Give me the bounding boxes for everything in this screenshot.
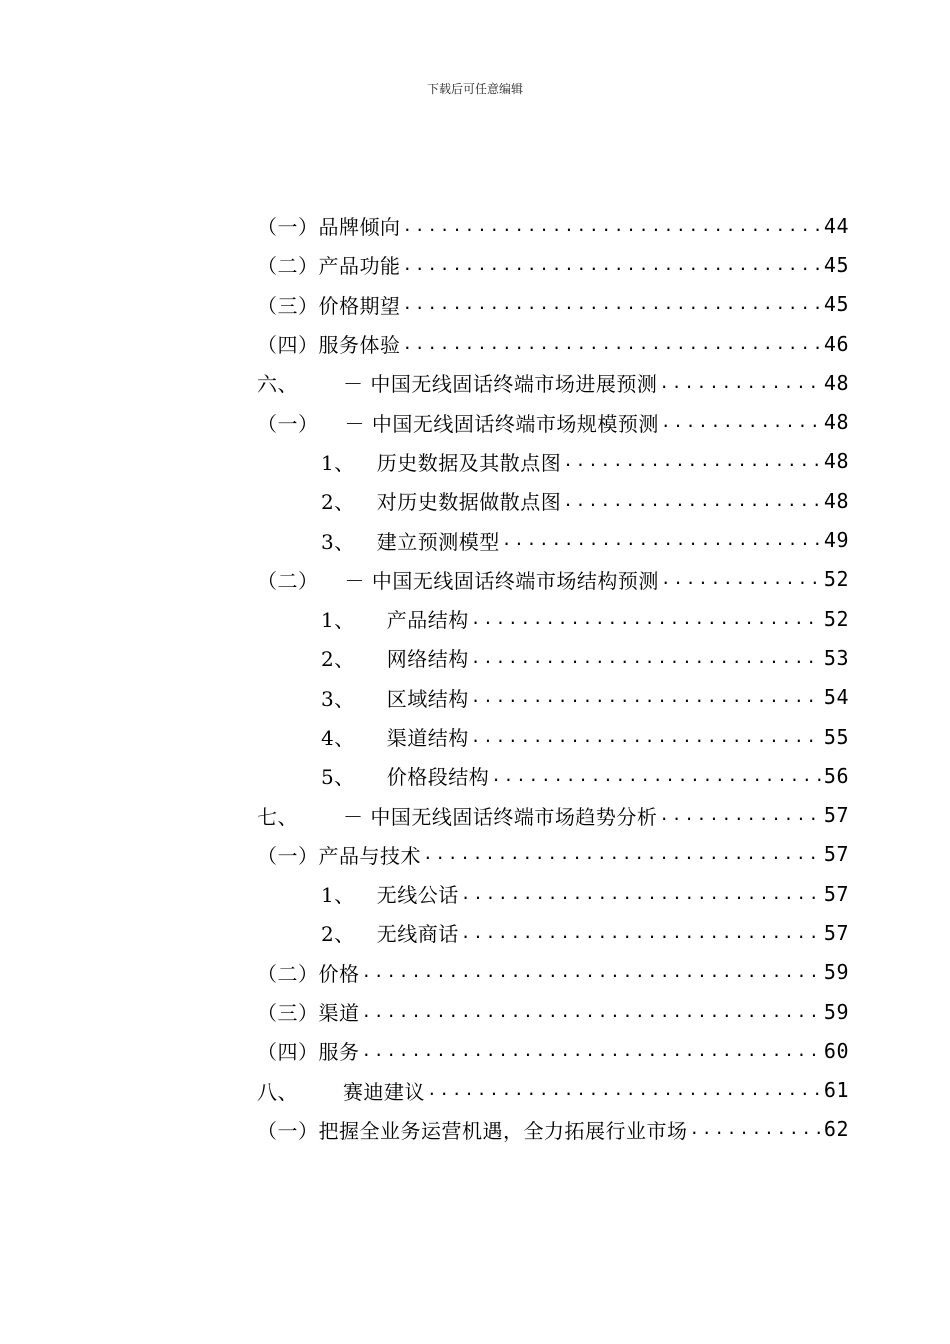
toc-entry-page-number: 56 xyxy=(823,763,849,788)
toc-entry-title: － 中国无线固话终端市场结构预测 xyxy=(344,568,659,593)
toc-entry[interactable] xyxy=(257,756,849,795)
toc-entry-page-number: 48 xyxy=(823,410,849,435)
toc-entry[interactable] xyxy=(257,442,849,481)
toc-entry-number: （三） xyxy=(257,293,319,318)
toc-entry-label xyxy=(257,211,403,240)
toc-entry[interactable] xyxy=(257,1110,849,1149)
toc-entry-label xyxy=(257,801,659,830)
dot-leader xyxy=(471,685,822,709)
toc-entry-page-number: 44 xyxy=(823,213,849,238)
toc-entry-number: 2、 xyxy=(321,647,355,672)
toc-entry[interactable] xyxy=(257,992,849,1031)
toc-entry-page-number: 48 xyxy=(823,370,849,395)
toc-entry-page-number: 52 xyxy=(823,567,849,592)
toc-entry-label xyxy=(321,761,491,790)
toc-entry[interactable] xyxy=(257,245,849,284)
toc-entry-page-number: 49 xyxy=(823,528,849,553)
toc-entry[interactable] xyxy=(257,638,849,677)
toc-entry-number: 1、 xyxy=(321,450,355,475)
toc-entry-label xyxy=(257,368,659,397)
toc-entry-page-number: 52 xyxy=(823,606,849,631)
toc-entry-title: 服务体验 xyxy=(318,333,401,358)
toc-entry-number: 4、 xyxy=(321,726,355,750)
toc-entry-label xyxy=(257,565,661,594)
toc-entry-number: （一） xyxy=(257,215,319,240)
toc-entry[interactable] xyxy=(257,874,849,913)
toc-entry-title: － 中国无线固话终端市场趋势分析 xyxy=(343,804,658,829)
toc-entry-number: 六、 xyxy=(257,372,298,397)
dot-leader xyxy=(661,567,822,591)
dot-leader xyxy=(491,764,822,788)
dot-leader xyxy=(423,842,822,866)
toc-entry-title: 产品结构 xyxy=(386,608,469,633)
toc-entry-title: 对历史数据做散点图 xyxy=(376,490,562,515)
toc-entry-page-number: 45 xyxy=(823,252,849,277)
toc-entry-title: 建立预测模型 xyxy=(376,529,500,554)
dot-leader xyxy=(471,725,822,749)
toc-entry-page-number: 54 xyxy=(823,685,849,710)
toc-entry-label xyxy=(257,250,403,279)
toc-entry-title: 把握全业务运营机遇，全力拓展行业市场 xyxy=(318,1118,688,1143)
toc-entry-label xyxy=(321,447,563,476)
toc-entry[interactable] xyxy=(257,678,849,717)
toc-entry[interactable] xyxy=(257,481,849,520)
toc-entry[interactable] xyxy=(257,953,849,992)
toc-entry-title: 服务 xyxy=(318,1040,360,1065)
toc-entry-number: （四） xyxy=(257,1040,319,1065)
toc-entry[interactable] xyxy=(257,913,849,952)
toc-entry[interactable] xyxy=(257,206,849,245)
toc-entry-title: － 中国无线固话终端市场规模预测 xyxy=(344,411,659,436)
toc-entry-page-number: 45 xyxy=(823,292,849,317)
toc-entry-number: （三） xyxy=(257,1001,319,1026)
toc-entry-label xyxy=(257,1036,362,1065)
toc-entry[interactable] xyxy=(257,835,849,874)
toc-entry-page-number: 61 xyxy=(823,1078,849,1103)
toc-entry-title: 渠道结构 xyxy=(386,726,469,750)
toc-entry-number: （二） xyxy=(257,254,319,279)
dot-leader xyxy=(403,214,822,238)
toc-entry-label xyxy=(257,958,362,987)
toc-entry-title: 区域结构 xyxy=(386,686,469,711)
toc-entry[interactable] xyxy=(257,1031,849,1070)
toc-entry-label xyxy=(321,643,471,672)
dot-leader xyxy=(690,1117,822,1141)
toc-entry-number: 1、 xyxy=(321,608,355,633)
dot-leader xyxy=(563,489,822,513)
toc-entry-label xyxy=(257,290,403,319)
dot-leader xyxy=(659,803,822,827)
toc-entry[interactable] xyxy=(257,520,849,559)
toc-entry[interactable] xyxy=(257,560,849,599)
toc-entry[interactable] xyxy=(257,717,849,756)
toc-entry-label xyxy=(257,1115,690,1144)
dot-leader xyxy=(471,607,822,631)
toc-entry-title: 价格段结构 xyxy=(386,765,490,790)
toc-entry-number: 2、 xyxy=(321,490,355,515)
toc-entry-number: （一） xyxy=(257,411,319,436)
toc-entry-label xyxy=(257,840,423,869)
toc-entry-number: （四） xyxy=(257,333,319,358)
dot-leader xyxy=(403,332,822,356)
toc-entry-number: 3、 xyxy=(321,686,355,711)
toc-entry-label xyxy=(321,486,563,515)
toc-entry-title: 赛迪建议 xyxy=(343,1079,425,1104)
toc-entry-label xyxy=(321,683,471,712)
toc-entry-number: （二） xyxy=(257,961,319,986)
toc-entry-page-number: 57 xyxy=(823,842,849,867)
toc-entry-title: 无线商话 xyxy=(376,922,459,947)
toc-entry-page-number: 62 xyxy=(823,1117,849,1142)
toc-entry-label xyxy=(257,408,661,437)
toc-entry-number: 2、 xyxy=(321,922,355,947)
toc-entry-title: 价格 xyxy=(318,961,360,986)
toc-entry-number: 1、 xyxy=(321,883,355,908)
toc-entry-number: 3、 xyxy=(321,529,355,554)
dot-leader xyxy=(362,1000,822,1024)
toc-entry-page-number: 57 xyxy=(823,881,849,906)
toc-entry-page-number: 53 xyxy=(823,645,849,670)
toc-entry-label xyxy=(321,879,461,908)
toc-entry-page-number: 48 xyxy=(823,449,849,474)
dot-leader xyxy=(661,410,822,434)
toc-entry-number: （二） xyxy=(257,568,319,593)
toc-entry-page-number: 46 xyxy=(823,331,849,356)
toc-entry-label xyxy=(321,604,471,633)
dot-leader xyxy=(362,960,822,984)
toc-entry-label xyxy=(321,526,502,555)
dot-leader xyxy=(403,253,822,277)
toc-entry-title: 产品功能 xyxy=(318,254,401,279)
toc-entry-page-number: 57 xyxy=(823,803,849,828)
toc-entry-page-number: 59 xyxy=(823,960,849,985)
toc-entry-label xyxy=(321,918,461,947)
toc-entry-title: 历史数据及其散点图 xyxy=(376,450,562,475)
page-header: 下载后可任意编辑 xyxy=(426,82,523,96)
toc-entry[interactable] xyxy=(257,795,849,834)
toc-entry-number: 八、 xyxy=(257,1079,298,1104)
toc-entry-title: － 中国无线固话终端市场进展预测 xyxy=(343,372,658,397)
dot-leader xyxy=(502,528,822,552)
toc-entry[interactable] xyxy=(257,402,849,441)
toc-entry-label xyxy=(257,997,362,1026)
toc-entry-number: 5、 xyxy=(321,765,355,790)
toc-entry-page-number: 48 xyxy=(823,488,849,513)
toc-entry-title: 产品与技术 xyxy=(318,843,421,868)
toc-entry-title: 无线公话 xyxy=(376,883,459,908)
toc-entry-number: （一） xyxy=(257,843,319,868)
toc-entry[interactable] xyxy=(257,1071,849,1110)
toc-entry-label xyxy=(321,722,471,751)
toc-entry[interactable] xyxy=(257,599,849,638)
dot-leader xyxy=(461,882,822,906)
toc-entry[interactable] xyxy=(257,285,849,324)
dot-leader xyxy=(461,921,822,945)
dot-leader xyxy=(362,1039,822,1063)
toc-entry-page-number: 57 xyxy=(823,920,849,945)
toc-entry-label xyxy=(257,329,403,358)
toc-entry-title: 价格期望 xyxy=(318,293,401,318)
table-of-contents xyxy=(257,206,849,1149)
dot-leader xyxy=(427,1078,822,1102)
toc-entry-page-number: 55 xyxy=(823,724,849,749)
toc-entry-label xyxy=(257,1076,427,1105)
toc-entry-number: 七、 xyxy=(257,804,298,829)
dot-leader xyxy=(403,292,822,316)
dot-leader xyxy=(471,646,822,670)
toc-entry-number: （一） xyxy=(257,1118,319,1143)
toc-entry[interactable] xyxy=(257,363,849,402)
toc-entry-title: 网络结构 xyxy=(386,647,469,672)
toc-entry-page-number: 59 xyxy=(823,999,849,1024)
toc-entry-title: 品牌倾向 xyxy=(318,215,401,240)
dot-leader xyxy=(659,371,822,395)
toc-entry-title: 渠道 xyxy=(318,1001,360,1026)
toc-entry-page-number: 60 xyxy=(823,1038,849,1063)
dot-leader xyxy=(563,449,822,473)
toc-entry[interactable] xyxy=(257,324,849,363)
